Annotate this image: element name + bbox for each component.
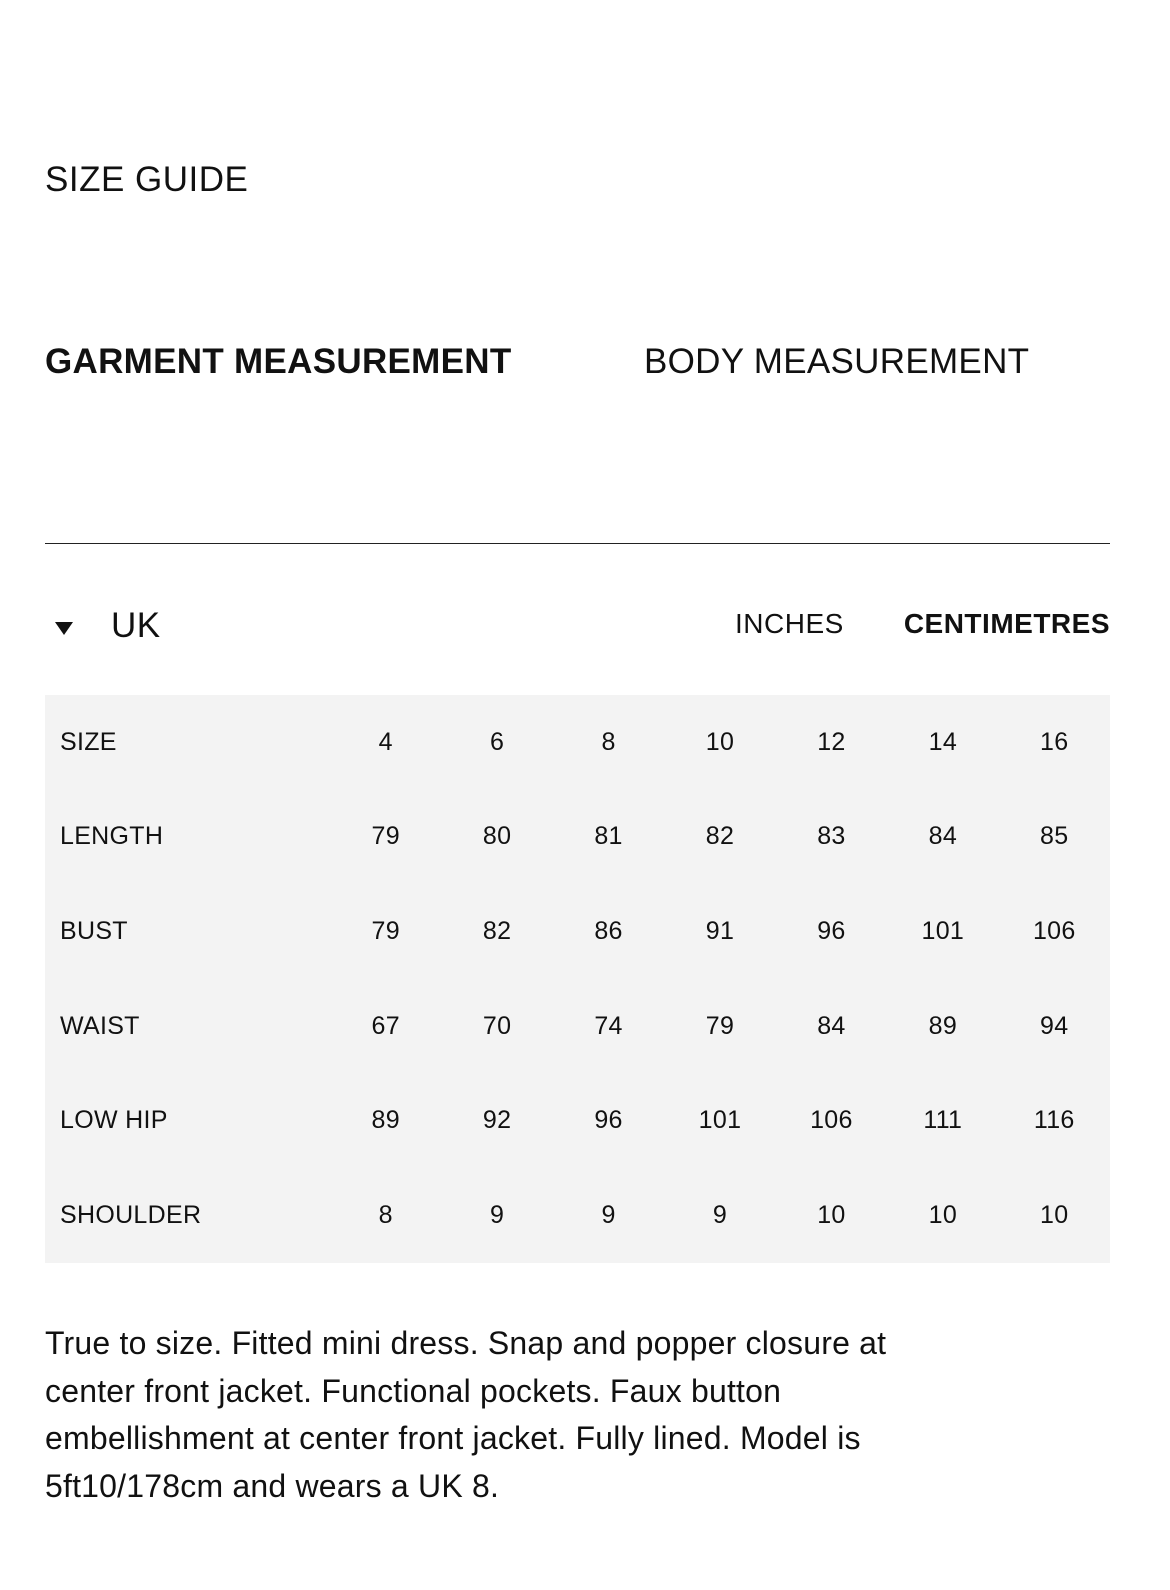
product-fit-description: True to size. Fitted mini dress. Snap and popper closure at center front jacket. Functional pockets. Faux button embellishment at center front jacket. Fully lined. Model is 5ft10/178cm and wears a UK 8. bbox=[45, 1325, 887, 1504]
table-cell: 12 bbox=[817, 727, 846, 756]
table-row bbox=[45, 979, 1110, 1074]
table-cell: 116 bbox=[1033, 1106, 1075, 1135]
table-cell: 82 bbox=[705, 822, 735, 851]
table-row bbox=[45, 695, 1110, 790]
table-cell: 10 bbox=[1040, 1201, 1069, 1230]
size-table bbox=[45, 695, 1110, 1263]
row-label: SHOULDER bbox=[60, 1201, 202, 1230]
table-cell: 67 bbox=[371, 1011, 400, 1040]
table-cell: 89 bbox=[928, 1011, 958, 1040]
table-row bbox=[45, 1074, 1110, 1169]
table-cell: 9 bbox=[601, 1201, 616, 1230]
table-cell: 84 bbox=[817, 1011, 846, 1040]
table-cell: 86 bbox=[594, 917, 623, 946]
row-label: WAIST bbox=[60, 1011, 140, 1040]
row-label: SIZE bbox=[60, 727, 117, 756]
table-cell: 80 bbox=[482, 822, 512, 851]
row-label: LENGTH bbox=[60, 822, 164, 851]
table-cell: 92 bbox=[482, 1106, 512, 1135]
table-cell: 10 bbox=[928, 1201, 958, 1230]
table-cell: 85 bbox=[1040, 822, 1069, 851]
table-cell: 83 bbox=[817, 822, 846, 851]
tab-garment-measurement[interactable]: GARMENT MEASUREMENT bbox=[45, 342, 512, 381]
table-cell: 6 bbox=[490, 727, 505, 756]
table-cell: 111 bbox=[923, 1106, 963, 1135]
page-title: SIZE GUIDE bbox=[45, 160, 249, 199]
tab-body-measurement[interactable]: BODY MEASUREMENT bbox=[644, 342, 1030, 381]
region-dropdown[interactable] bbox=[55, 604, 161, 648]
table-cell: 79 bbox=[371, 917, 400, 946]
table-row bbox=[45, 884, 1110, 979]
table-cell: 84 bbox=[928, 822, 958, 851]
table-cell: 89 bbox=[371, 1106, 400, 1135]
table-cell: 106 bbox=[1032, 917, 1076, 946]
caret-down-icon bbox=[55, 622, 73, 635]
table-cell: 74 bbox=[594, 1011, 623, 1040]
table-cell: 91 bbox=[705, 917, 735, 946]
region-selected-value: UK bbox=[111, 606, 161, 645]
section-divider bbox=[45, 543, 1110, 544]
table-cell: 82 bbox=[482, 917, 512, 946]
table-cell: 8 bbox=[601, 727, 616, 756]
table-cell: 96 bbox=[817, 917, 846, 946]
table-cell: 79 bbox=[705, 1011, 735, 1040]
table-cell: 79 bbox=[371, 822, 400, 851]
table-cell: 70 bbox=[482, 1011, 512, 1040]
table-cell: 8 bbox=[378, 1201, 393, 1230]
table-cell: 10 bbox=[705, 727, 735, 756]
unit-inches-button[interactable]: INCHES bbox=[735, 608, 844, 639]
table-cell: 106 bbox=[810, 1106, 853, 1135]
size-table-container bbox=[45, 695, 1110, 1263]
unit-toggle bbox=[735, 606, 1110, 642]
table-cell: 4 bbox=[378, 727, 393, 756]
table-cell: 14 bbox=[928, 727, 958, 756]
table-cell: 81 bbox=[594, 822, 623, 851]
table-cell: 10 bbox=[817, 1201, 846, 1230]
unit-centimetres-button[interactable]: CENTIMETRES bbox=[903, 608, 1110, 639]
row-label: BUST bbox=[60, 917, 128, 946]
table-cell: 9 bbox=[490, 1201, 505, 1230]
table-row bbox=[45, 1168, 1110, 1263]
table-cell: 16 bbox=[1040, 727, 1069, 756]
table-cell: 101 bbox=[698, 1106, 742, 1135]
table-cell: 96 bbox=[594, 1106, 623, 1135]
row-label: LOW HIP bbox=[60, 1106, 168, 1135]
table-cell: 94 bbox=[1040, 1011, 1069, 1040]
table-cell: 9 bbox=[712, 1201, 728, 1230]
table-cell: 101 bbox=[921, 917, 965, 946]
table-row bbox=[45, 790, 1110, 885]
measurement-tabs bbox=[45, 342, 1110, 386]
